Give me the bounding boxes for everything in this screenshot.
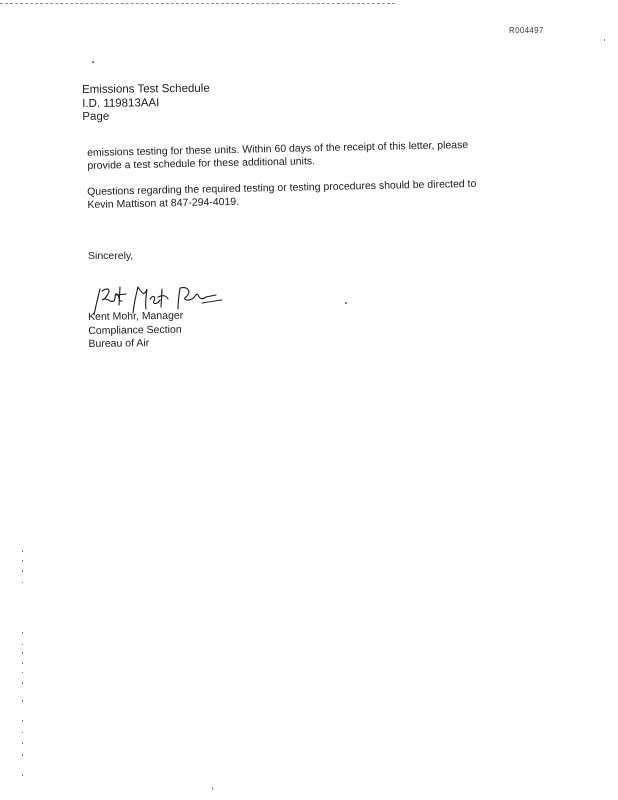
signer-name-title: Kent Mohr, Manager: [88, 309, 184, 323]
paragraph-line: Questions regarding the required testing or testing procedures should be directed to: [87, 177, 477, 198]
scan-speck: [212, 787, 213, 790]
paragraph-line: Kevin Mattison at 847-294-4019.: [87, 195, 240, 211]
letter-header: [82, 83, 210, 125]
scan-speck: [604, 39, 605, 41]
paragraph-line: emissions testing for these units. Within 60 days of the receipt of this letter, please: [87, 139, 469, 159]
scan-margin-dots: [21, 548, 25, 788]
paragraph-line: provide a test schedule for these additional units.: [87, 154, 316, 172]
scan-edge-rule: [0, 3, 395, 4]
bates-number: R004497: [509, 26, 544, 35]
body-paragraph-1: [87, 139, 469, 172]
body-paragraph-2: [87, 178, 477, 211]
scan-speck: [345, 302, 347, 304]
signature-block: [88, 310, 184, 352]
header-subject: Emissions Test Schedule: [82, 82, 210, 96]
scan-speck: [92, 61, 94, 63]
signer-bureau: Bureau of Air: [88, 337, 150, 350]
closing-salutation: Sincerely,: [88, 250, 134, 262]
header-page: Page: [82, 110, 110, 123]
signer-section: Compliance Section: [88, 323, 182, 337]
header-id: I.D. 119813AAI: [82, 96, 160, 110]
